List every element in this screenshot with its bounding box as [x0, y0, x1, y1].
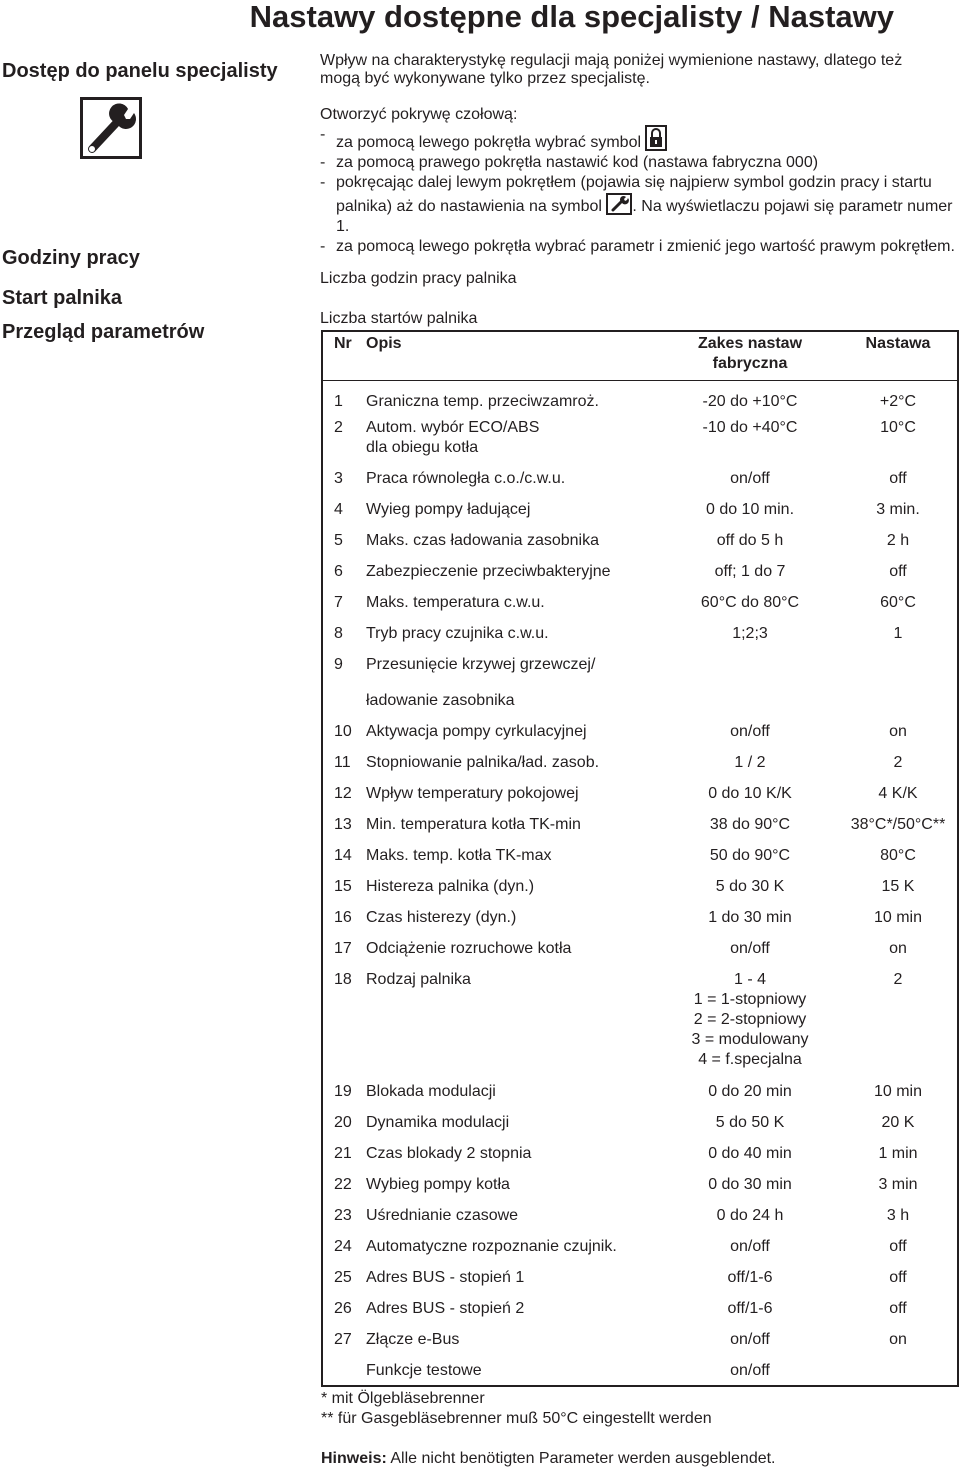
row-range: -10 do +40°C [702, 419, 798, 436]
row-range: 60°C do 80°C [700, 594, 800, 611]
procedure-step [320, 237, 956, 257]
table-row [322, 525, 958, 556]
row-nr: 2 [334, 419, 343, 436]
row-range: 5 do 30 K [715, 878, 785, 895]
row-value: 3 min [878, 1176, 918, 1193]
step-text: za pomocą lewego pokrętła wybrać parametr i zmienić jego wartość prawym pokrętłem. [336, 238, 955, 255]
row-desc: Funkcje testowe [366, 1362, 482, 1379]
row-nr: 13 [334, 816, 352, 833]
row-desc: Stopniowanie palnika/ład. zasob. [366, 754, 600, 771]
row-nr: 15 [334, 878, 352, 895]
table-row [322, 1293, 958, 1324]
row-value: on [889, 1331, 907, 1348]
row-nr: 24 [334, 1238, 352, 1255]
table-row [322, 933, 958, 964]
row-value: 2 h [886, 532, 910, 549]
row-desc: Histereza palnika (dyn.) [366, 878, 535, 895]
row-nr: 18 [334, 971, 352, 988]
row-desc: Rodzaj palnika [366, 971, 471, 988]
row-desc: Adres BUS - stopień 2 [366, 1300, 525, 1317]
row-value: 20 K [881, 1114, 915, 1131]
row-nr: 8 [334, 625, 343, 642]
table-row [322, 1169, 958, 1200]
row-value [839, 1355, 958, 1386]
parameters-table [321, 330, 959, 1387]
row-desc-cont: ładowanie zasobnika [366, 692, 515, 709]
row-value: off [889, 563, 907, 580]
row-nr: 1 [334, 393, 343, 410]
table-row [322, 1076, 958, 1107]
row-desc: Tryb pracy czujnika c.w.u. [366, 625, 549, 642]
row-range: on/off [730, 940, 770, 957]
step-dash: - [320, 154, 326, 171]
row-nr: 9 [334, 656, 343, 673]
row-desc: Maks. czas ładowania zasobnika [366, 532, 600, 549]
table-row [322, 902, 958, 933]
row-range: 1;2;3 [732, 625, 768, 642]
procedure-heading: Otworzyć pokrywę czołową: [320, 106, 518, 123]
table-row [322, 964, 958, 1076]
table-row [322, 587, 958, 618]
table-row [322, 494, 958, 525]
table-row [322, 840, 958, 871]
row-range: 5 do 50 K [715, 1114, 785, 1131]
row-desc-cont: dla obiegu kotła [366, 439, 479, 456]
row-value: 80°C [880, 847, 916, 864]
row-desc: Aktywacja pompy cyrkulacyjnej [366, 723, 587, 740]
row-range: off do 5 h [716, 532, 784, 549]
row-nr: 27 [334, 1331, 352, 1348]
row-range: on/off [730, 1238, 770, 1255]
row-nr: 17 [334, 940, 352, 957]
step-dash: - [320, 126, 326, 143]
row-range: 1 do 30 min [708, 909, 792, 926]
header-range: Zakes nastaw fabryczna [661, 331, 839, 381]
row-range: 0 do 10 K/K [708, 785, 792, 802]
header-nr: Nr [322, 331, 366, 381]
row-desc: Zabezpieczenie przeciwbakteryjne [366, 563, 611, 580]
table-row [322, 618, 958, 649]
page-title: Nastawy dostępne dla specjalisty / Nastawy [249, 0, 894, 34]
table-row [322, 556, 958, 587]
row-nr: 26 [334, 1300, 352, 1317]
row-value: 1 [893, 625, 903, 642]
table-row [322, 809, 958, 840]
row-desc: Adres BUS - stopień 1 [366, 1269, 525, 1286]
row-nr: 10 [334, 723, 352, 740]
hint-label: Hinweis: [321, 1450, 387, 1467]
row-value: off [889, 1238, 907, 1255]
row-value: on [889, 940, 907, 957]
row-nr: 12 [334, 785, 352, 802]
procedure-step [320, 153, 956, 173]
lock-icon [645, 125, 667, 151]
row-desc: Autom. wybór ECO/ABS [366, 419, 540, 436]
table-row [322, 778, 958, 809]
wrench-icon [80, 97, 142, 159]
row-range: 50 do 90°C [709, 847, 791, 864]
row-nr: 5 [334, 532, 343, 549]
row-range: on/off [730, 723, 770, 740]
row-range: 0 do 20 min [708, 1083, 792, 1100]
procedure [320, 105, 956, 257]
starts-label: Liczba startów palnika [320, 310, 478, 327]
row-range-option: 3 = modulowany [691, 1031, 809, 1048]
step-text: . Na wyświetlaczu pojawi się parametr numer 1. [336, 198, 953, 235]
row-value: 10°C [880, 419, 916, 436]
step-text: za pomocą prawego pokrętła nastawić kod (nastawa fabryczna 000) [336, 154, 819, 171]
row-nr: 19 [334, 1083, 352, 1100]
row-nr: 23 [334, 1207, 352, 1224]
row-range: on/off [730, 470, 770, 487]
row-nr: 6 [334, 563, 343, 580]
row-nr: 21 [334, 1145, 352, 1162]
row-value: off [889, 470, 907, 487]
table-row [322, 412, 958, 463]
table-row [322, 871, 958, 902]
table-row [322, 1107, 958, 1138]
row-range: 1 / 2 [734, 754, 766, 771]
row-range-option: 2 = 2-stopniowy [693, 1011, 807, 1028]
row-range: off; 1 do 7 [714, 563, 786, 580]
header-desc: Opis [366, 331, 661, 381]
table-row [322, 1200, 958, 1231]
row-desc: Czas blokady 2 stopnia [366, 1145, 532, 1162]
row-nr: 3 [334, 470, 343, 487]
hint [321, 1449, 776, 1469]
table-row [322, 1324, 958, 1355]
row-nr: 22 [334, 1176, 352, 1193]
row-value: 15 K [881, 878, 915, 895]
row-value: 38°C*/50°C** [850, 816, 946, 833]
row-range [661, 649, 839, 716]
row-value: 2 [893, 754, 903, 771]
table-row [322, 747, 958, 778]
step-dash: - [320, 238, 326, 255]
row-desc: Maks. temperatura c.w.u. [366, 594, 545, 611]
row-desc: Złącze e-Bus [366, 1331, 460, 1348]
row-range: 0 do 10 min. [705, 501, 795, 518]
row-range-option: 4 = f.specjalna [698, 1051, 802, 1068]
footnote-1: * mit Ölgebläsebrenner [321, 1390, 485, 1407]
row-desc: Uśrednianie czasowe [366, 1207, 519, 1224]
step-text: pokręcając dalej lewym pokrętłem (pojawia się najpierw symbol godzin pracy i startu palnika) aż do nastawienia na symbol [336, 174, 932, 215]
row-range: 1 - 4 [733, 971, 766, 988]
row-nr: 20 [334, 1114, 352, 1131]
row-range: -20 do +10°C [702, 393, 798, 410]
table-row [322, 649, 958, 716]
table-row [322, 716, 958, 747]
row-value: 60°C [880, 594, 916, 611]
row-range-option: 1 = 1-stopniowy [693, 991, 807, 1008]
row-nr: 7 [334, 594, 343, 611]
row-nr [322, 1355, 366, 1386]
row-desc: Maks. temp. kotła TK-max [366, 847, 552, 864]
row-value: 1 min [878, 1145, 918, 1162]
table-row [322, 1262, 958, 1293]
row-nr: 4 [334, 501, 343, 518]
row-value [839, 649, 958, 716]
row-value: on [889, 723, 907, 740]
step-text: za pomocą lewego pokrętła wybrać symbol [336, 134, 642, 151]
sidebar-heading-overview: Przegląd parametrów [2, 321, 205, 343]
table-row [322, 1355, 958, 1386]
row-value: 4 K/K [878, 785, 918, 802]
row-desc: Automatyczne rozpoznanie czujnik. [366, 1238, 617, 1255]
row-range: on/off [730, 1362, 770, 1379]
row-range: on/off [730, 1331, 770, 1348]
row-value: off [889, 1300, 907, 1317]
row-value: off [889, 1269, 907, 1286]
procedure-step [320, 173, 956, 237]
row-desc: Graniczna temp. przeciwzamroż. [366, 393, 599, 410]
row-range: 0 do 30 min [708, 1176, 792, 1193]
row-desc: Blokada modulacji [366, 1083, 496, 1100]
row-range: 0 do 40 min [708, 1145, 792, 1162]
footnotes [321, 1389, 712, 1429]
intro-text: Wpływ na charakterystykę regulacji mają poniżej wymienione nastawy, dlatego też mogą być wykonywane tylko przez specjalistę. [320, 52, 903, 87]
row-range: 38 do 90°C [709, 816, 791, 833]
footnote-2: ** für Gasgebläsebrenner muß 50°C eingestellt werden [321, 1410, 712, 1427]
procedure-step [320, 125, 956, 153]
row-desc: Wybieg pompy kotła [366, 1176, 510, 1193]
row-range: off/1-6 [727, 1269, 773, 1286]
row-desc: Odciążenie rozruchowe kotła [366, 940, 572, 957]
row-range: 0 do 24 h [716, 1207, 784, 1224]
sidebar-heading-access: Dostęp do panelu specjalisty [2, 60, 278, 82]
row-value: 10 min [873, 1083, 923, 1100]
sidebar-heading-hours: Godziny pracy [2, 247, 140, 269]
row-desc: Wyieg pompy ładującej [366, 501, 531, 518]
header-value: Nastawa [839, 331, 958, 381]
table-header-row [322, 331, 958, 381]
row-desc: Czas histerezy (dyn.) [366, 909, 517, 926]
row-value: 10 min [873, 909, 923, 926]
hours-label: Liczba godzin pracy palnika [320, 270, 517, 287]
row-value: 3 h [886, 1207, 910, 1224]
row-nr: 11 [334, 754, 351, 771]
sidebar-heading-start: Start palnika [2, 287, 123, 309]
row-nr: 16 [334, 909, 352, 926]
row-value: 3 min. [876, 501, 920, 518]
row-value: +2°C [879, 393, 917, 410]
row-range: off/1-6 [727, 1300, 773, 1317]
table-row [322, 1138, 958, 1169]
row-desc: Przesunięcie krzywej grzewczej/ [366, 656, 596, 673]
wrench-icon [606, 193, 632, 215]
row-desc: Wpływ temperatury pokojowej [366, 785, 579, 802]
table-row [322, 381, 958, 413]
row-desc: Praca równoległa c.o./c.w.u. [366, 470, 566, 487]
row-nr: 14 [334, 847, 352, 864]
table-row [322, 1231, 958, 1262]
row-desc: Min. temperatura kotła TK-min [366, 816, 581, 833]
row-desc: Dynamika modulacji [366, 1114, 510, 1131]
row-nr: 25 [334, 1269, 352, 1286]
row-value: 2 [893, 971, 903, 988]
table-row [322, 463, 958, 494]
hint-text: Alle nicht benötigten Parameter werden ausgeblendet. [386, 1450, 776, 1467]
step-dash: - [320, 174, 326, 191]
